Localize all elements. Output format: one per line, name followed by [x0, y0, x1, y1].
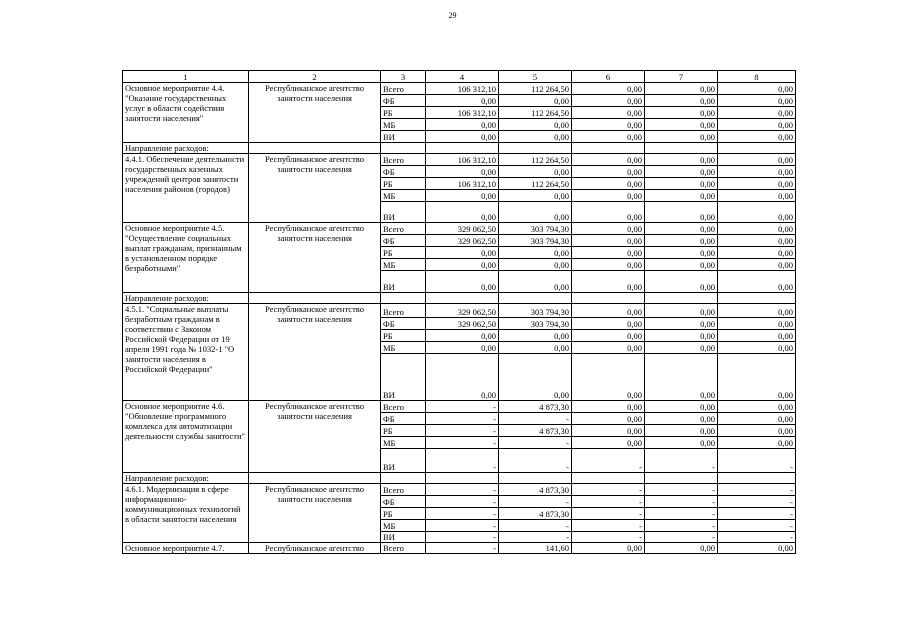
amount-cell: 0,00: [718, 83, 796, 95]
amount-cell: 0,00: [718, 202, 796, 223]
amount-cell: -: [426, 520, 499, 532]
budget-table: [122, 70, 796, 554]
agency-name: Республиканское агентство занятости населения: [249, 154, 381, 223]
amount-cell: 4 873,30: [499, 401, 572, 413]
measure-description: Основное мероприятие 4.6. "Обновление программного комплекса для автоматизации деятельности службы занятости": [123, 401, 249, 473]
agency-name: Республиканское агентство занятости населения: [249, 223, 381, 293]
amount-cell: 0,00: [572, 154, 645, 166]
table-row: [123, 83, 796, 95]
table-row: [123, 304, 796, 318]
agency-name: Республиканское агентство занятости населения: [249, 304, 381, 401]
amount-cell: 0,00: [572, 95, 645, 107]
section-row: [123, 473, 796, 484]
amount-cell: 0,00: [572, 271, 645, 293]
empty-cell: [426, 293, 499, 304]
table-row: [123, 223, 796, 235]
amount-cell: 0,00: [572, 437, 645, 449]
amount-cell: -: [718, 532, 796, 543]
amount-cell: 0,00: [718, 425, 796, 437]
amount-cell: -: [426, 425, 499, 437]
funding-source: РБ: [381, 178, 426, 190]
funding-source: Всего: [381, 304, 426, 318]
amount-cell: -: [572, 484, 645, 496]
empty-cell: [499, 143, 572, 154]
section-label: Направление расходов:: [123, 293, 249, 304]
amount-cell: 0,00: [426, 247, 499, 259]
amount-cell: 0,00: [499, 354, 572, 401]
amount-cell: 0,00: [718, 247, 796, 259]
empty-cell: [572, 143, 645, 154]
amount-cell: 0,00: [426, 330, 499, 342]
agency-name: Республиканское агентство: [249, 543, 381, 554]
funding-source: Всего: [381, 154, 426, 166]
amount-cell: 0,00: [718, 259, 796, 271]
funding-source: ФБ: [381, 166, 426, 178]
amount-cell: -: [499, 413, 572, 425]
header-cell-8: 8: [718, 71, 796, 83]
header-cell-6: 6: [572, 71, 645, 83]
section-label: Направление расходов:: [123, 473, 249, 484]
amount-cell: -: [572, 496, 645, 508]
amount-cell: 0,00: [572, 223, 645, 235]
amount-cell: -: [499, 437, 572, 449]
amount-cell: 0,00: [572, 342, 645, 354]
funding-source: РБ: [381, 107, 426, 119]
amount-cell: 0,00: [426, 271, 499, 293]
amount-cell: -: [645, 520, 718, 532]
amount-cell: -: [499, 449, 572, 473]
amount-cell: 0,00: [645, 304, 718, 318]
agency-name: Республиканское агентство занятости населения: [249, 83, 381, 143]
empty-cell: [499, 293, 572, 304]
amount-cell: -: [426, 401, 499, 413]
amount-cell: 0,00: [572, 202, 645, 223]
amount-cell: 0,00: [572, 235, 645, 247]
amount-cell: 0,00: [645, 166, 718, 178]
amount-cell: 0,00: [645, 107, 718, 119]
amount-cell: 0,00: [718, 190, 796, 202]
amount-cell: 0,00: [572, 425, 645, 437]
empty-cell: [645, 293, 718, 304]
funding-source: ВИ: [381, 131, 426, 143]
amount-cell: 0,00: [572, 190, 645, 202]
table-row: [123, 543, 796, 554]
amount-cell: -: [645, 508, 718, 520]
funding-source: РБ: [381, 425, 426, 437]
amount-cell: 0,00: [645, 95, 718, 107]
amount-cell: 329 062,50: [426, 318, 499, 330]
amount-cell: 0,00: [645, 401, 718, 413]
funding-source: ФБ: [381, 95, 426, 107]
amount-cell: 303 794,30: [499, 304, 572, 318]
amount-cell: 0,00: [718, 119, 796, 131]
amount-cell: -: [426, 508, 499, 520]
amount-cell: 0,00: [499, 342, 572, 354]
amount-cell: 0,00: [499, 259, 572, 271]
amount-cell: 0,00: [499, 95, 572, 107]
amount-cell: 4 873,30: [499, 508, 572, 520]
empty-cell: [718, 473, 796, 484]
table-row: [123, 484, 796, 496]
header-cell-1: 1: [123, 71, 249, 83]
amount-cell: 0,00: [718, 235, 796, 247]
amount-cell: 0,00: [645, 543, 718, 554]
amount-cell: 0,00: [718, 178, 796, 190]
amount-cell: 0,00: [426, 342, 499, 354]
amount-cell: 112 264,50: [499, 83, 572, 95]
amount-cell: -: [718, 484, 796, 496]
amount-cell: -: [426, 437, 499, 449]
empty-cell: [249, 473, 381, 484]
amount-cell: 0,00: [499, 190, 572, 202]
amount-cell: 0,00: [718, 223, 796, 235]
amount-cell: 0,00: [645, 318, 718, 330]
amount-cell: 0,00: [645, 437, 718, 449]
amount-cell: 112 264,50: [499, 107, 572, 119]
amount-cell: 0,00: [499, 271, 572, 293]
amount-cell: 141,60: [499, 543, 572, 554]
amount-cell: 0,00: [572, 259, 645, 271]
amount-cell: 329 062,50: [426, 223, 499, 235]
amount-cell: 0,00: [645, 425, 718, 437]
amount-cell: 0,00: [426, 354, 499, 401]
amount-cell: 0,00: [426, 119, 499, 131]
amount-cell: 0,00: [718, 354, 796, 401]
funding-source: РБ: [381, 247, 426, 259]
header-cell-2: 2: [249, 71, 381, 83]
funding-source: ФБ: [381, 235, 426, 247]
empty-cell: [572, 473, 645, 484]
amount-cell: 0,00: [718, 304, 796, 318]
amount-cell: -: [572, 520, 645, 532]
table-row: [123, 154, 796, 166]
amount-cell: -: [499, 496, 572, 508]
empty-cell: [718, 293, 796, 304]
amount-cell: -: [645, 449, 718, 473]
amount-cell: 106 312,10: [426, 154, 499, 166]
amount-cell: 0,00: [572, 330, 645, 342]
section-row: [123, 143, 796, 154]
amount-cell: 0,00: [645, 190, 718, 202]
funding-source: МБ: [381, 520, 426, 532]
amount-cell: 4 873,30: [499, 484, 572, 496]
amount-cell: 0,00: [645, 235, 718, 247]
amount-cell: 0,00: [499, 202, 572, 223]
amount-cell: 303 794,30: [499, 235, 572, 247]
funding-source: ФБ: [381, 496, 426, 508]
empty-cell: [249, 293, 381, 304]
amount-cell: 0,00: [645, 259, 718, 271]
amount-cell: 303 794,30: [499, 223, 572, 235]
empty-cell: [645, 143, 718, 154]
agency-name: Республиканское агентство занятости населения: [249, 484, 381, 543]
amount-cell: 0,00: [572, 131, 645, 143]
funding-source: МБ: [381, 437, 426, 449]
amount-cell: 0,00: [718, 107, 796, 119]
empty-cell: [426, 473, 499, 484]
amount-cell: -: [718, 520, 796, 532]
amount-cell: -: [718, 496, 796, 508]
amount-cell: 0,00: [718, 413, 796, 425]
funding-source: Всего: [381, 484, 426, 496]
amount-cell: 0,00: [645, 247, 718, 259]
amount-cell: 0,00: [645, 119, 718, 131]
amount-cell: 329 062,50: [426, 304, 499, 318]
amount-cell: 0,00: [426, 131, 499, 143]
section-row: [123, 293, 796, 304]
funding-source: Всего: [381, 543, 426, 554]
measure-description: Основное мероприятие 4.4. "Оказание государственных услуг в области содействия занятости населения": [123, 83, 249, 143]
measure-description: Основное мероприятие 4.5. "Осуществление социальных выплат гражданам, признанным в установленном порядке безработными": [123, 223, 249, 293]
empty-cell: [381, 473, 426, 484]
amount-cell: -: [426, 484, 499, 496]
measure-description: Основное мероприятие 4.7.: [123, 543, 249, 554]
header-cell-4: 4: [426, 71, 499, 83]
amount-cell: -: [645, 496, 718, 508]
amount-cell: 112 264,50: [499, 178, 572, 190]
amount-cell: 0,00: [718, 342, 796, 354]
empty-cell: [249, 143, 381, 154]
amount-cell: 4 873,30: [499, 425, 572, 437]
amount-cell: 0,00: [426, 95, 499, 107]
empty-cell: [426, 143, 499, 154]
empty-cell: [381, 143, 426, 154]
amount-cell: 0,00: [645, 354, 718, 401]
empty-cell: [572, 293, 645, 304]
amount-cell: 0,00: [572, 247, 645, 259]
measure-description: 4.6.1. Модернизация в сфере информационно-коммуникационных технологий в области занятости населения: [123, 484, 249, 543]
amount-cell: 0,00: [645, 342, 718, 354]
funding-source: Всего: [381, 223, 426, 235]
amount-cell: 0,00: [572, 413, 645, 425]
funding-source: МБ: [381, 342, 426, 354]
amount-cell: -: [645, 484, 718, 496]
funding-source: ВИ: [381, 449, 426, 473]
funding-source: ФБ: [381, 413, 426, 425]
amount-cell: -: [645, 532, 718, 543]
section-label: Направление расходов:: [123, 143, 249, 154]
amount-cell: 0,00: [426, 202, 499, 223]
amount-cell: 106 312,10: [426, 178, 499, 190]
amount-cell: 0,00: [645, 178, 718, 190]
amount-cell: 0,00: [718, 401, 796, 413]
empty-cell: [718, 143, 796, 154]
amount-cell: 106 312,10: [426, 107, 499, 119]
amount-cell: 0,00: [572, 354, 645, 401]
amount-cell: 0,00: [572, 318, 645, 330]
empty-cell: [645, 473, 718, 484]
amount-cell: 0,00: [572, 107, 645, 119]
amount-cell: 112 264,50: [499, 154, 572, 166]
amount-cell: -: [499, 532, 572, 543]
agency-name: Республиканское агентство занятости населения: [249, 401, 381, 473]
amount-cell: -: [499, 520, 572, 532]
header-row: [123, 71, 796, 83]
amount-cell: 0,00: [718, 131, 796, 143]
amount-cell: 0,00: [572, 178, 645, 190]
amount-cell: 0,00: [572, 543, 645, 554]
amount-cell: 0,00: [499, 247, 572, 259]
amount-cell: 0,00: [645, 330, 718, 342]
header-cell-3: 3: [381, 71, 426, 83]
header-cell-7: 7: [645, 71, 718, 83]
amount-cell: -: [572, 449, 645, 473]
amount-cell: 0,00: [718, 318, 796, 330]
amount-cell: 0,00: [572, 401, 645, 413]
measure-description: 4.4.1. Обеспечение деятельности государственных казенных учреждений центров занятости населения районов (городов): [123, 154, 249, 223]
table-row: [123, 401, 796, 413]
amount-cell: 0,00: [426, 166, 499, 178]
funding-source: МБ: [381, 190, 426, 202]
amount-cell: -: [426, 496, 499, 508]
amount-cell: 329 062,50: [426, 235, 499, 247]
amount-cell: 0,00: [572, 83, 645, 95]
funding-source: МБ: [381, 119, 426, 131]
amount-cell: 0,00: [718, 154, 796, 166]
funding-source: ВИ: [381, 271, 426, 293]
amount-cell: 0,00: [718, 271, 796, 293]
amount-cell: 106 312,10: [426, 83, 499, 95]
amount-cell: 0,00: [499, 166, 572, 178]
amount-cell: 0,00: [645, 154, 718, 166]
amount-cell: 0,00: [572, 304, 645, 318]
empty-cell: [499, 473, 572, 484]
amount-cell: 0,00: [718, 330, 796, 342]
amount-cell: 0,00: [718, 437, 796, 449]
funding-source: ВИ: [381, 532, 426, 543]
amount-cell: 0,00: [426, 190, 499, 202]
amount-cell: 0,00: [645, 131, 718, 143]
amount-cell: 0,00: [718, 166, 796, 178]
header-cell-5: 5: [499, 71, 572, 83]
amount-cell: 0,00: [572, 119, 645, 131]
funding-source: Всего: [381, 83, 426, 95]
amount-cell: -: [426, 449, 499, 473]
amount-cell: 0,00: [645, 271, 718, 293]
amount-cell: -: [426, 413, 499, 425]
amount-cell: 0,00: [645, 413, 718, 425]
funding-source: МБ: [381, 259, 426, 271]
funding-source: РБ: [381, 330, 426, 342]
funding-source: ФБ: [381, 318, 426, 330]
amount-cell: 0,00: [426, 259, 499, 271]
amount-cell: 303 794,30: [499, 318, 572, 330]
amount-cell: 0,00: [572, 166, 645, 178]
amount-cell: 0,00: [499, 119, 572, 131]
funding-source: ВИ: [381, 354, 426, 401]
amount-cell: 0,00: [499, 131, 572, 143]
amount-cell: 0,00: [645, 83, 718, 95]
amount-cell: -: [426, 543, 499, 554]
empty-cell: [381, 293, 426, 304]
amount-cell: 0,00: [645, 202, 718, 223]
amount-cell: 0,00: [645, 223, 718, 235]
amount-cell: 0,00: [718, 543, 796, 554]
amount-cell: 0,00: [499, 330, 572, 342]
funding-source: РБ: [381, 508, 426, 520]
amount-cell: -: [426, 532, 499, 543]
amount-cell: -: [718, 449, 796, 473]
funding-source: Всего: [381, 401, 426, 413]
amount-cell: -: [718, 508, 796, 520]
funding-source: ВИ: [381, 202, 426, 223]
amount-cell: -: [572, 532, 645, 543]
amount-cell: -: [572, 508, 645, 520]
page-number: 29: [448, 11, 457, 20]
amount-cell: 0,00: [718, 95, 796, 107]
measure-description: 4.5.1. "Социальные выплаты безработным гражданам в соответствии с Законом Российской Федерации от 19 апреля 1991 года № 1032-1 "О занятости населения в Российской Федерации": [123, 304, 249, 401]
